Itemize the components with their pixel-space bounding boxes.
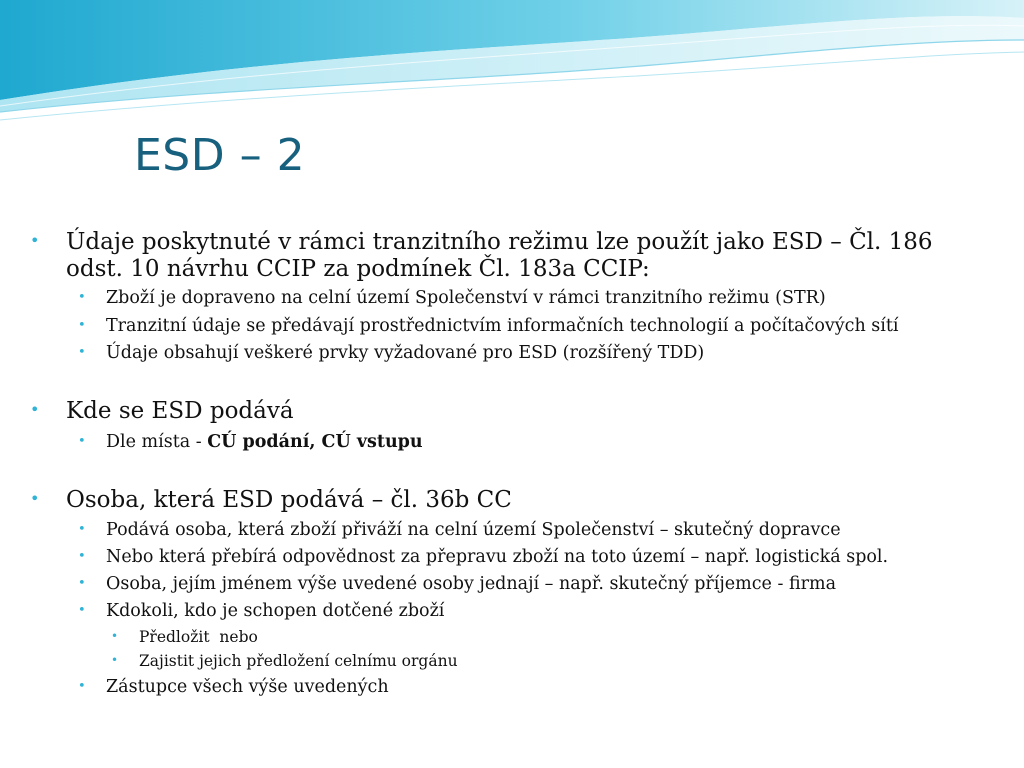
bullet-icon: • bbox=[30, 400, 40, 419]
bullet-icon: • bbox=[78, 345, 86, 360]
bullet-level2-text: Kdokoli, kdo je schopen dotčené zboží bbox=[106, 601, 445, 621]
bullet-icon: • bbox=[78, 318, 86, 333]
bullet-level1-text: Kde se ESD podává bbox=[66, 398, 294, 424]
bullet-level2-text: Zástupce všech výše uvedených bbox=[106, 677, 389, 697]
bullet-level1-text: Údaje poskytnuté v rámci tranzitního režimu lze použít jako ESD – Čl. 186 bbox=[66, 229, 933, 255]
bullet-level2-text: Tranzitní údaje se předávají prostřednictvím informačních technologií a počítačových sítí bbox=[106, 316, 899, 336]
bullet-level1-text: Osoba, která ESD podává – čl. 36b CC bbox=[66, 487, 512, 513]
location-label: Dle místa - bbox=[106, 432, 208, 452]
bullet-icon: • bbox=[78, 576, 86, 591]
bullet-icon: • bbox=[78, 549, 86, 564]
slide-title: ESD – 2 bbox=[134, 130, 306, 181]
bullet-icon: • bbox=[78, 603, 86, 618]
bullet-icon: • bbox=[78, 290, 86, 305]
bullet-level2-text bbox=[106, 430, 423, 454]
bullet-level3-text: Předložit nebo bbox=[139, 628, 258, 646]
bullet-icon: • bbox=[78, 434, 86, 449]
bullet-icon: • bbox=[78, 522, 86, 537]
location-value: CÚ podání, CÚ vstupu bbox=[207, 432, 423, 452]
bullet-icon: • bbox=[111, 653, 119, 667]
bullet-level2-text: Nebo která přebírá odpovědnost za přepravu zboží na toto území – např. logistická spol. bbox=[106, 547, 889, 567]
bullet-level1-text: odst. 10 návrhu CCIP za podmínek Čl. 183a CCIP: bbox=[66, 256, 650, 282]
bullet-icon: • bbox=[30, 489, 40, 508]
bullet-level2-text: Podává osoba, která zboží přiváží na celní území Společenství – skutečný dopravce bbox=[106, 520, 841, 540]
bullet-level2-text: Zboží je dopraveno na celní území Společenství v rámci tranzitního režimu (STR) bbox=[106, 288, 826, 308]
bullet-level2-text: Údaje obsahují veškeré prvky vyžadované pro ESD (rozšířený TDD) bbox=[106, 343, 705, 363]
bullet-level2-text: Osoba, jejím jménem výše uvedené osoby jednají – např. skutečný příjemce - firma bbox=[106, 574, 837, 594]
bullet-level3-text: Zajistit jejich předložení celnímu orgánu bbox=[139, 652, 458, 670]
bullet-icon: • bbox=[111, 629, 119, 643]
bullet-icon: • bbox=[30, 231, 40, 250]
bullet-icon: • bbox=[78, 679, 86, 694]
